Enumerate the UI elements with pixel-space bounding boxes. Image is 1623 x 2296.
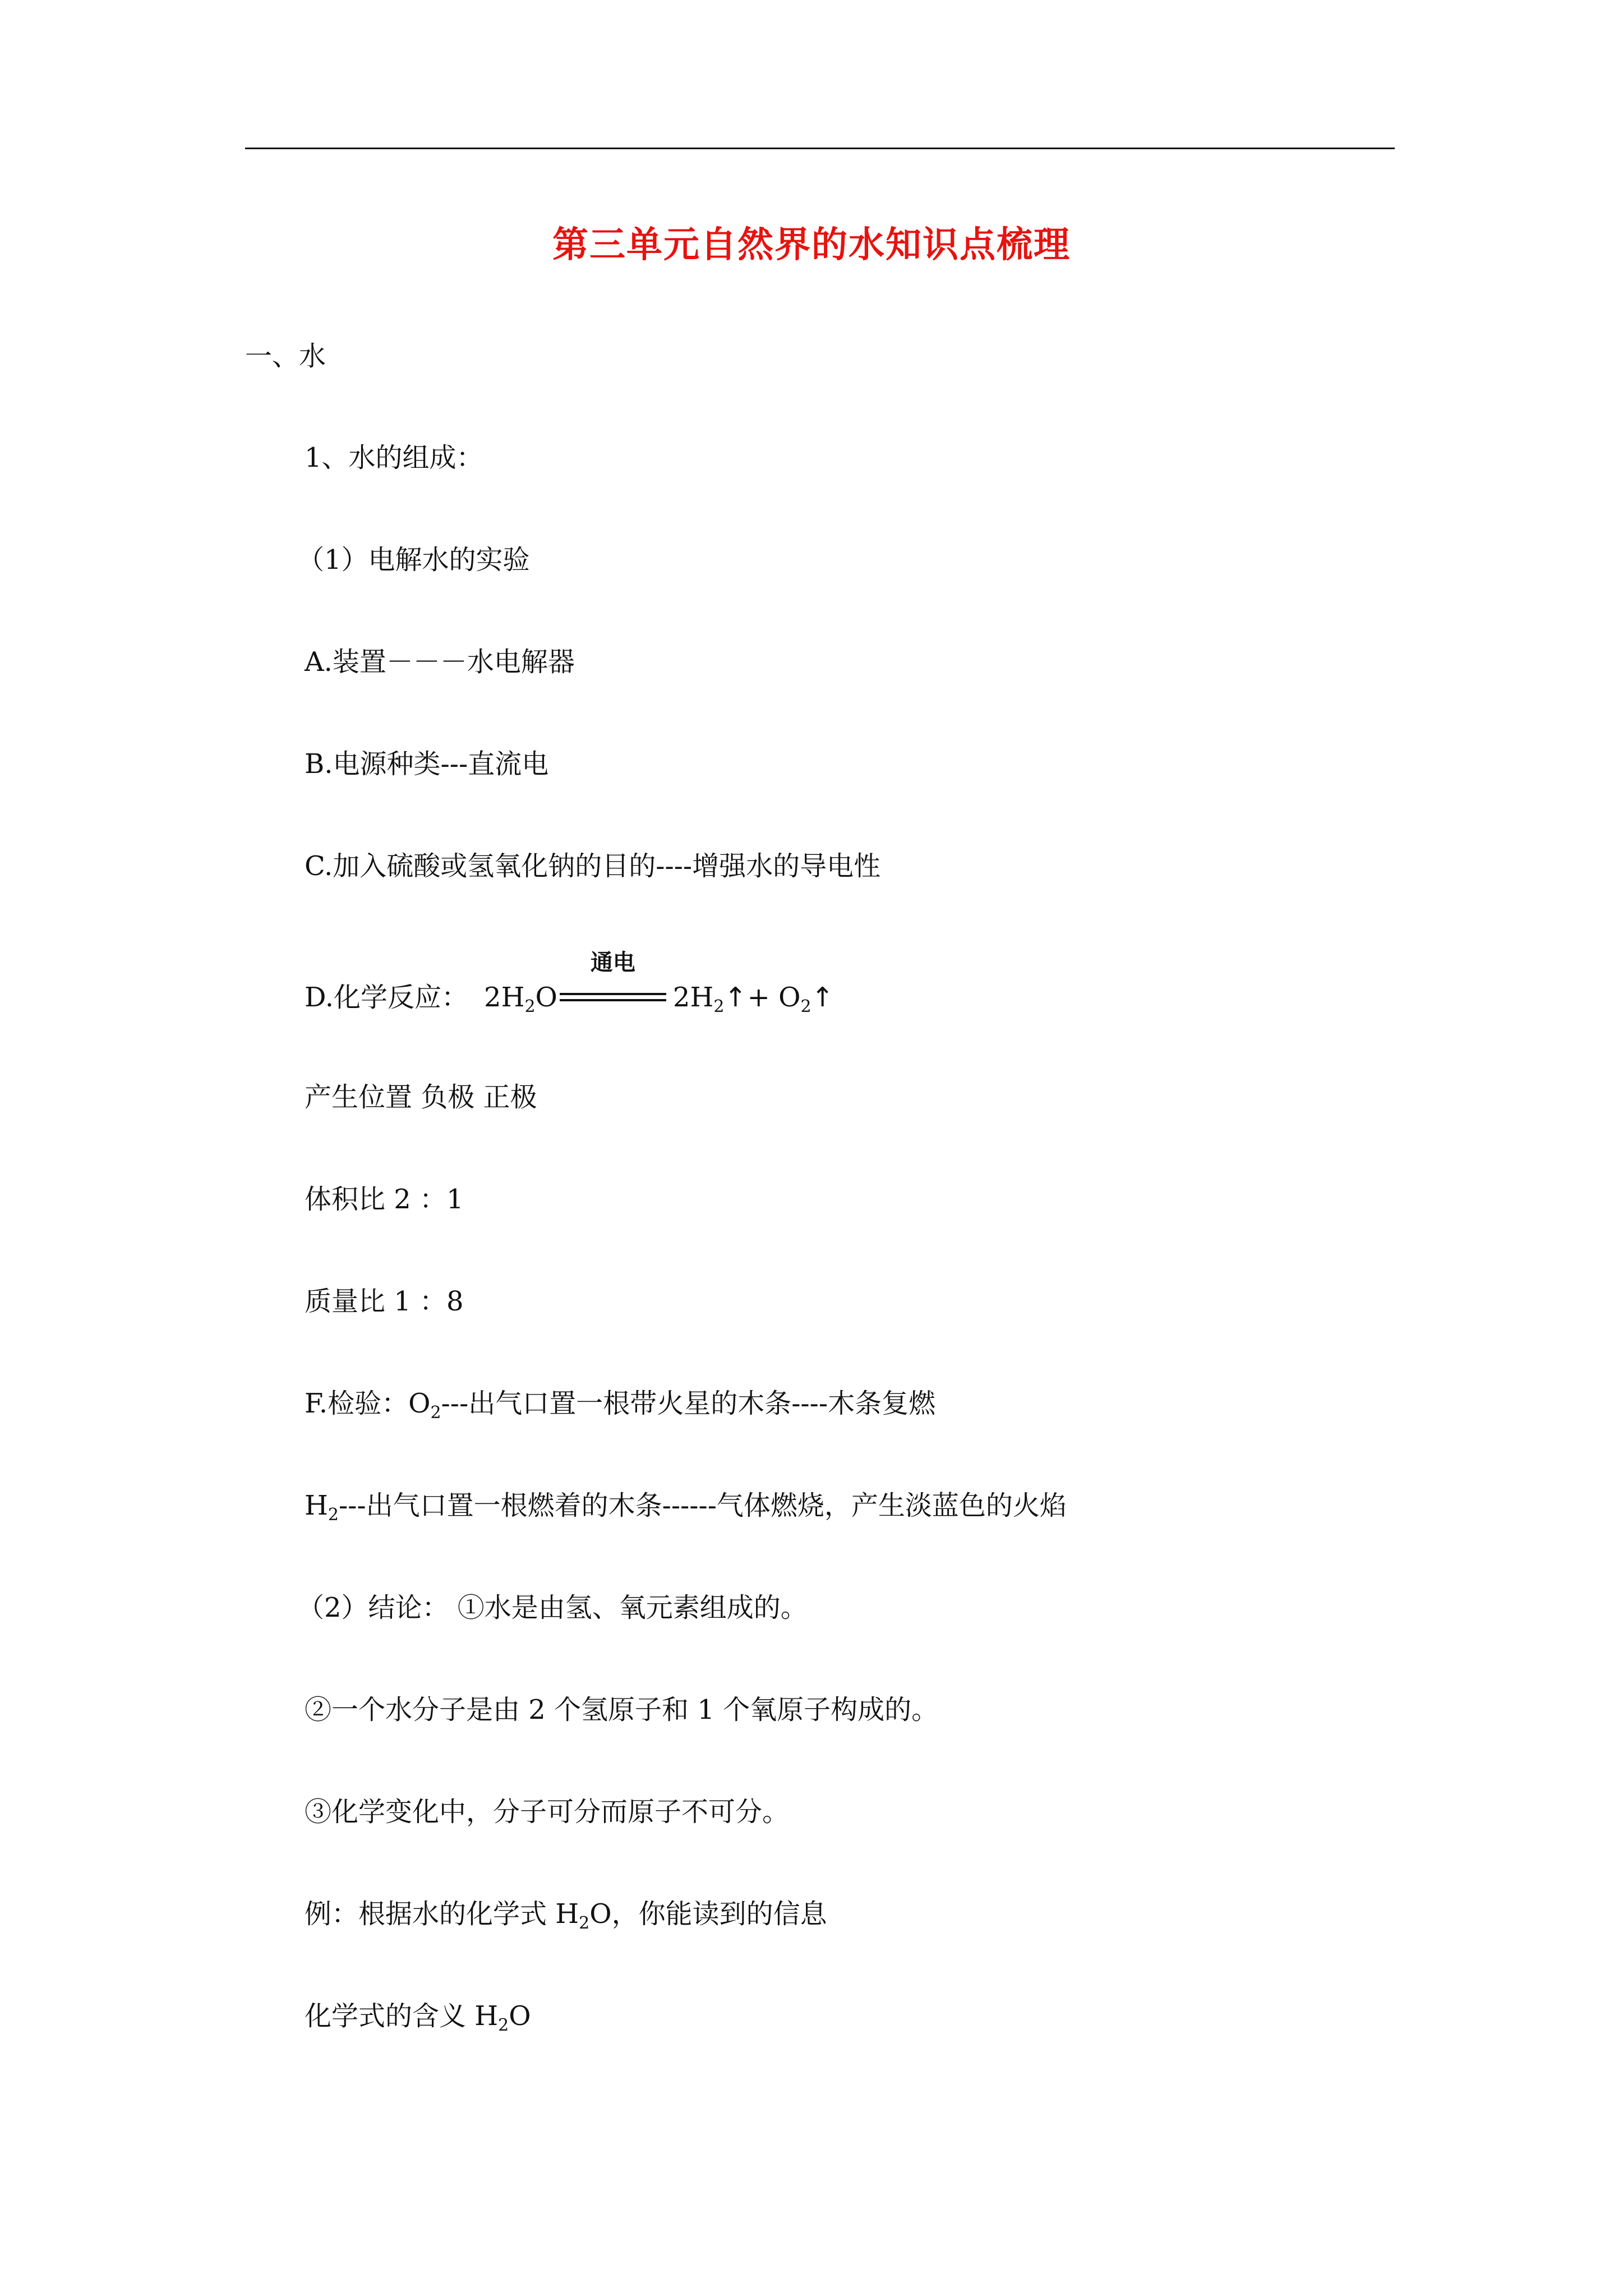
electrolysis-experiment-heading: （1）电解水的实验 — [297, 544, 530, 576]
gas-up-arrow-icon: ↑ — [724, 982, 747, 1013]
reactant: $2H_2O$ — [484, 982, 557, 1016]
reaction-condition: 通电 — [590, 950, 635, 976]
gas-up-arrow-icon: ↑ — [811, 982, 834, 1013]
item-c-purpose: C.加入硫酸或氢氧化钠的目的----增强水的导电性 — [305, 850, 881, 882]
item-b-power-type: B.电源种类---直流电 — [305, 748, 549, 780]
mass-ratio: 质量比 1 ：8 — [305, 1286, 464, 1317]
reaction-label: D.化学反应： — [305, 982, 469, 1013]
subsection-water-composition: 1、水的组成： — [305, 442, 483, 473]
formula-meaning: 化学式的含义 $H_2O$ — [305, 2000, 531, 2035]
section-heading-water: 一、水 — [245, 341, 326, 372]
item-d-chemical-reaction — [305, 950, 834, 1016]
item-a-apparatus: A.装置－－－水电解器 — [305, 646, 575, 678]
product-hydrogen: $2H_2$ — [672, 982, 725, 1016]
plus-sign: + — [747, 982, 770, 1013]
conclusion-3: ③化学变化中，分子可分而原子不可分。 — [305, 1796, 790, 1828]
example-question: 例：根据水的化学式 $H_2O$，你能读到的信息 — [305, 1898, 827, 1933]
volume-ratio: 体积比 2 ：1 — [305, 1184, 464, 1215]
conclusion-1: （2）结论： ①水是由氢、氧元素组成的。 — [297, 1592, 808, 1623]
hydrogen-test: $H_2---$出气口置一根燃着的木条------气体燃烧，产生淡蓝色的火焰 — [305, 1490, 1067, 1525]
header-rule — [245, 148, 1395, 149]
reaction-condition-equals — [560, 950, 666, 1014]
document-title: 第三单元自然界的水知识点梳理 — [552, 224, 1071, 266]
conclusion-2: ②一个水分子是由 2 个氢原子和 1 个氧原子构成的。 — [305, 1694, 939, 1726]
product-oxygen: $O_2$ — [778, 982, 811, 1016]
item-f-oxygen-test: F.检验：$O_2---$出气口置一根带火星的木条----木条复燃 — [305, 1388, 936, 1423]
gas-position: 产生位置 负极 正极 — [305, 1082, 537, 1113]
